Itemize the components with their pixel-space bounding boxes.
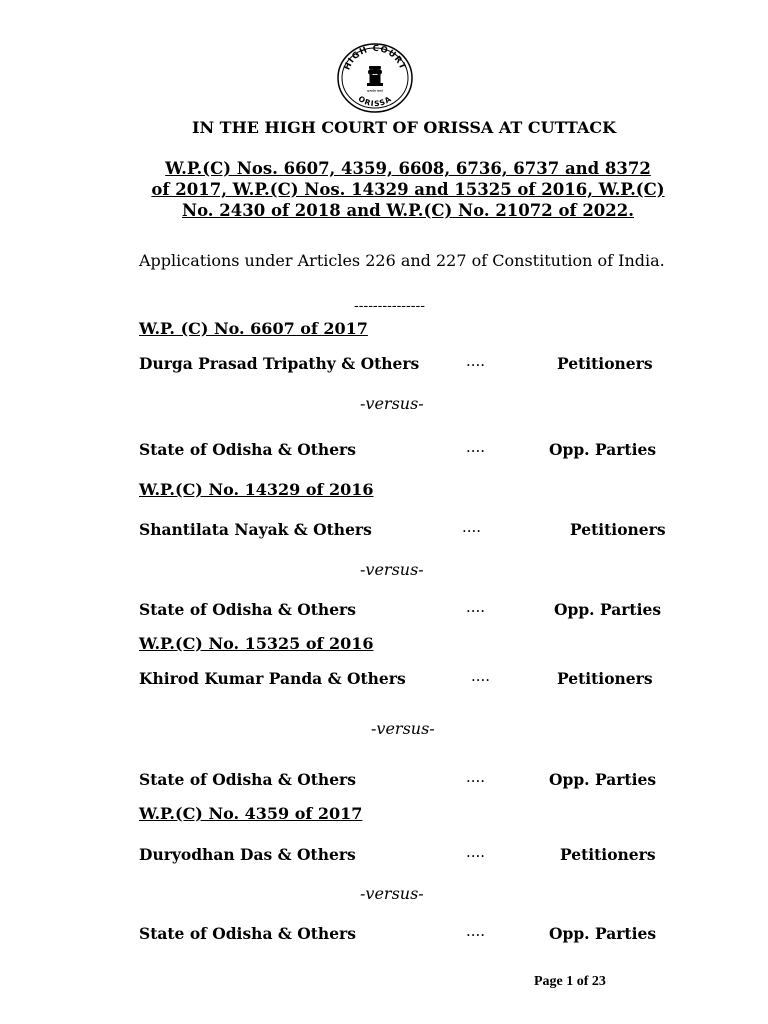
respondent-name: State of Odisha & Others xyxy=(139,770,356,789)
svg-text:ORISSA: ORISSA xyxy=(356,94,394,109)
page-number: Page 1 of 23 xyxy=(534,974,606,989)
case-numbers-line: of 2017, W.P.(C) Nos. 14329 and 15325 of 2016, W.P.(C) xyxy=(151,180,665,199)
versus-label: -versus- xyxy=(360,884,424,903)
dots: .... xyxy=(466,438,486,456)
petitioner-name: Shantilata Nayak & Others xyxy=(139,520,372,539)
respondent-role: Opp. Parties xyxy=(549,770,657,789)
petitioner-role: Petitioners xyxy=(557,354,653,373)
case-heading: W.P.(C) No. 4359 of 2017 xyxy=(139,804,363,823)
petitioner-name: Durga Prasad Tripathy & Others xyxy=(139,354,420,373)
respondent-name: State of Odisha & Others xyxy=(139,600,356,619)
dots: .... xyxy=(462,518,482,536)
petitioner-role: Petitioners xyxy=(570,520,666,539)
dots: .... xyxy=(466,922,486,940)
case-numbers-line: No. 2430 of 2018 and W.P.(C) No. 21072 of 2022. xyxy=(181,201,634,220)
petitioner-name: Khirod Kumar Panda & Others xyxy=(139,669,406,688)
applications-text: Applications under Articles 226 and 227 of Constitution of India. xyxy=(139,251,665,270)
respondent-name: State of Odisha & Others xyxy=(139,924,356,943)
versus-label: -versus- xyxy=(360,560,424,579)
svg-text:HIGH COURT: HIGH COURT xyxy=(342,43,408,72)
case-numbers-line: W.P.(C) Nos. 6607, 4359, 6608, 6736, 6737 and 8372 xyxy=(165,159,651,178)
versus-label: -versus- xyxy=(360,394,424,413)
respondent-role: Opp. Parties xyxy=(549,924,657,943)
dots: .... xyxy=(466,598,486,616)
dots: .... xyxy=(466,843,486,861)
petitioner-role: Petitioners xyxy=(560,845,656,864)
petitioner-role: Petitioners xyxy=(557,669,653,688)
svg-text:सत्यमेव जयते: सत्यमेव जयते xyxy=(367,89,383,93)
case-numbers-block xyxy=(138,158,678,221)
court-title: IN THE HIGH COURT OF ORISSA AT CUTTACK xyxy=(192,118,616,137)
petitioner-name: Duryodhan Das & Others xyxy=(139,845,356,864)
separator: --------------- xyxy=(354,298,425,314)
dots: .... xyxy=(466,768,486,786)
versus-label: -versus- xyxy=(371,719,435,738)
dots: .... xyxy=(471,667,491,685)
respondent-role: Opp. Parties xyxy=(549,440,657,459)
respondent-role: Opp. Parties xyxy=(554,600,662,619)
respondent-name: State of Odisha & Others xyxy=(139,440,356,459)
dots: .... xyxy=(466,352,486,370)
case-heading: W.P.(C) No. 14329 of 2016 xyxy=(139,480,374,499)
case-heading: W.P.(C) No. 15325 of 2016 xyxy=(139,634,374,653)
high-court-seal-icon xyxy=(336,42,414,114)
case-heading: W.P. (C) No. 6607 of 2017 xyxy=(139,319,368,338)
